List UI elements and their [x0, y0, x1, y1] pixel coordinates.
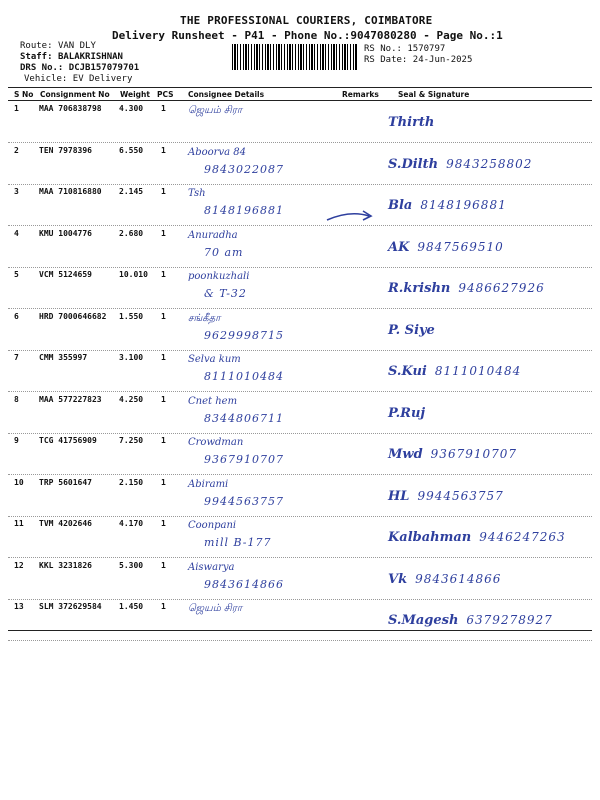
- arrow-icon: [325, 206, 375, 226]
- pcs-cell: 1: [161, 145, 166, 155]
- signature: [388, 443, 517, 462]
- consignee-name: Coonpani: [188, 520, 237, 531]
- consignee-phone: 9944563757: [204, 494, 284, 508]
- sno-cell: 9: [14, 436, 19, 445]
- consignee-name: Anuradha: [188, 229, 238, 241]
- pcs-cell: 1: [161, 602, 166, 611]
- signature-phone: 9367910707: [430, 447, 518, 461]
- rs-no: RS No.: 1570797: [364, 44, 446, 54]
- sno-cell: 5: [14, 270, 19, 279]
- signature-scribble: S.Kui: [388, 364, 427, 379]
- signature-scribble: Bla: [388, 198, 413, 213]
- col-pcs: PCS: [157, 90, 174, 99]
- table-row: [8, 350, 592, 392]
- pcs-cell: 1: [161, 311, 166, 321]
- rs-date: RS Date: 24-Jun-2025: [364, 55, 473, 65]
- consignee-phone: 9843022087: [204, 162, 284, 176]
- weight-cell: 7.250: [119, 436, 144, 445]
- sno-cell: 10: [14, 477, 24, 487]
- consignee-phone: 8344806711: [204, 411, 284, 425]
- sno-cell: 2: [14, 145, 19, 155]
- consignment-cell: TVM 4202646: [39, 519, 92, 528]
- consignment-cell: VCM 5124659: [39, 270, 92, 279]
- table-row: [8, 392, 592, 434]
- consignee-name: Crowdman: [188, 437, 244, 448]
- table-row: [8, 558, 592, 600]
- col-consignment: Consignment No: [40, 90, 110, 99]
- col-remarks: Remarks: [342, 90, 379, 99]
- table-row: [8, 143, 592, 185]
- pcs-cell: 1: [161, 519, 166, 528]
- sno-cell: 12: [14, 560, 24, 570]
- sno-cell: 7: [14, 353, 19, 362]
- consignee-name: Tsh: [188, 188, 206, 199]
- consignment-cell: MAA 577227823: [39, 394, 102, 404]
- table-row: [8, 101, 592, 143]
- sno-cell: 1: [14, 104, 19, 113]
- consignment-cell: SLM 372629584: [39, 602, 102, 611]
- weight-cell: 10.010: [119, 270, 148, 279]
- runsheet-title: THE PROFESSIONAL COURIERS, COIMBATORE: [180, 14, 433, 27]
- sno-cell: 13: [14, 602, 24, 611]
- signature-phone: 9486627926: [458, 281, 545, 295]
- pcs-cell: 1: [161, 353, 166, 362]
- table-row: [8, 184, 592, 226]
- signature: [388, 236, 504, 255]
- signature-scribble: Thirth: [388, 115, 435, 130]
- table-row: [8, 309, 592, 351]
- sno-cell: 8: [14, 394, 19, 404]
- signature-scribble: R.krishn: [388, 281, 451, 296]
- signature-phone: 9843614866: [415, 571, 502, 586]
- consignee-phone: 9629998715: [204, 328, 284, 342]
- consignee-name: Cnet hem: [188, 395, 238, 407]
- signature-scribble: AK: [388, 239, 410, 255]
- consignee-name: Abirami: [188, 478, 229, 490]
- consignee-name: Aboorva 84: [188, 146, 246, 158]
- table-row: [8, 599, 592, 641]
- vehicle-line: Vehicle: EV Delivery: [24, 74, 133, 84]
- staff-line: Staff: BALAKRISHNAN: [20, 52, 123, 62]
- signature-scribble: Kalbahman: [388, 530, 472, 545]
- signature: [388, 402, 433, 421]
- signature-phone: 9944563757: [417, 488, 504, 503]
- route-line: Route: VAN DLY: [20, 41, 96, 51]
- col-consignee: Consignee Details: [188, 90, 265, 99]
- sno-cell: 4: [14, 228, 19, 238]
- signature-scribble: S.Dilth: [388, 156, 439, 172]
- weight-cell: 5.300: [119, 560, 144, 570]
- signature: [388, 153, 532, 172]
- weight-cell: 4.300: [119, 104, 144, 113]
- table-row: [8, 475, 592, 517]
- consignment-cell: TEN 7978396: [39, 145, 92, 155]
- signature-phone: 9843258802: [446, 156, 533, 171]
- sno-cell: 11: [14, 519, 24, 528]
- signature-scribble: Mwd: [388, 447, 423, 462]
- consignee-name: ஜெயம் சிரா: [188, 105, 243, 116]
- consignee-phone: mill B-177: [204, 536, 272, 549]
- consignee-phone: 9843614866: [204, 577, 284, 591]
- consignment-cell: TCG 41756909: [39, 436, 97, 445]
- weight-cell: 4.250: [119, 394, 144, 404]
- signature: [388, 360, 521, 379]
- weight-cell: 3.100: [119, 353, 144, 362]
- consignment-cell: KMU 1004776: [39, 228, 92, 238]
- consignment-cell: MAA 710816880: [39, 187, 102, 196]
- signature-phone: 8111010484: [434, 364, 522, 378]
- table-row: [8, 267, 592, 309]
- signature-phone: 9446247263: [479, 530, 566, 544]
- col-seal: Seal & Signature: [398, 90, 470, 99]
- consignee-phone: 8148196881: [204, 204, 284, 217]
- weight-cell: 2.150: [119, 477, 144, 487]
- pcs-cell: 1: [161, 394, 166, 404]
- consignee-name: ஜெயம் சிரா: [188, 603, 243, 614]
- pcs-cell: 1: [161, 270, 166, 279]
- consignment-cell: KKL 3231826: [39, 560, 92, 570]
- weight-cell: 6.550: [119, 145, 144, 155]
- pcs-cell: 1: [161, 228, 166, 238]
- signature-scribble: P. Siye: [388, 322, 435, 338]
- signature-phone: 6379278927: [466, 613, 553, 627]
- pcs-cell: 1: [161, 477, 166, 487]
- signature-scribble: P.Ruj: [388, 405, 426, 421]
- barcode: [232, 44, 358, 70]
- consignee-phone: 70 am: [204, 245, 244, 259]
- pcs-cell: 1: [161, 560, 166, 570]
- signature: [388, 485, 504, 504]
- signature-scribble: HL: [388, 488, 410, 504]
- consignment-cell: CMM 355997: [39, 353, 88, 362]
- col-sno: S No: [14, 90, 34, 99]
- consignee-phone: & T-32: [204, 287, 247, 300]
- sno-cell: 6: [14, 311, 19, 321]
- signature: [388, 194, 507, 213]
- table-bottom-line: [8, 630, 592, 631]
- signature: [388, 319, 443, 338]
- weight-cell: 1.550: [119, 311, 144, 321]
- drs-line: DRS No.: DCJB157079701: [20, 63, 140, 73]
- signature: [388, 111, 442, 130]
- consignee-phone: 9367910707: [204, 453, 284, 466]
- table-row: [8, 516, 592, 558]
- weight-cell: 1.450: [119, 602, 144, 611]
- table-row: [8, 433, 592, 475]
- pcs-cell: 1: [161, 436, 166, 445]
- signature-scribble: Vk: [388, 571, 408, 587]
- consignee-name: Aiswarya: [188, 561, 235, 573]
- pcs-cell: 1: [161, 187, 166, 196]
- weight-cell: 2.145: [119, 187, 144, 196]
- signature: [388, 526, 566, 545]
- signature-scribble: S.Magesh: [388, 613, 459, 628]
- col-weight: Weight: [120, 90, 150, 99]
- consignment-cell: HRD 7000646682: [39, 311, 107, 321]
- weight-cell: 2.680: [119, 228, 144, 238]
- consignee-phone: 8111010484: [204, 370, 284, 383]
- sno-cell: 3: [14, 187, 19, 196]
- signature: [388, 277, 545, 296]
- consignee-name: சங்கீதா: [188, 312, 221, 324]
- consignment-cell: TRP 5601647: [39, 477, 92, 487]
- weight-cell: 4.170: [119, 519, 144, 528]
- signature-phone: 8148196881: [420, 198, 507, 212]
- pcs-cell: 1: [161, 104, 166, 113]
- signature: [388, 609, 553, 628]
- signature-phone: 9847569510: [417, 239, 504, 254]
- consignee-name: poonkuzhali: [188, 271, 250, 282]
- header-top-line: [8, 87, 592, 88]
- consignee-name: Selva kum: [188, 354, 241, 365]
- runsheet-subtitle: Delivery Runsheet - P41 - Phone No.:9047080280 - Page No.:1: [112, 29, 503, 42]
- table-row: [8, 226, 592, 268]
- consignment-cell: MAA 706838798: [39, 104, 102, 113]
- signature: [388, 568, 501, 587]
